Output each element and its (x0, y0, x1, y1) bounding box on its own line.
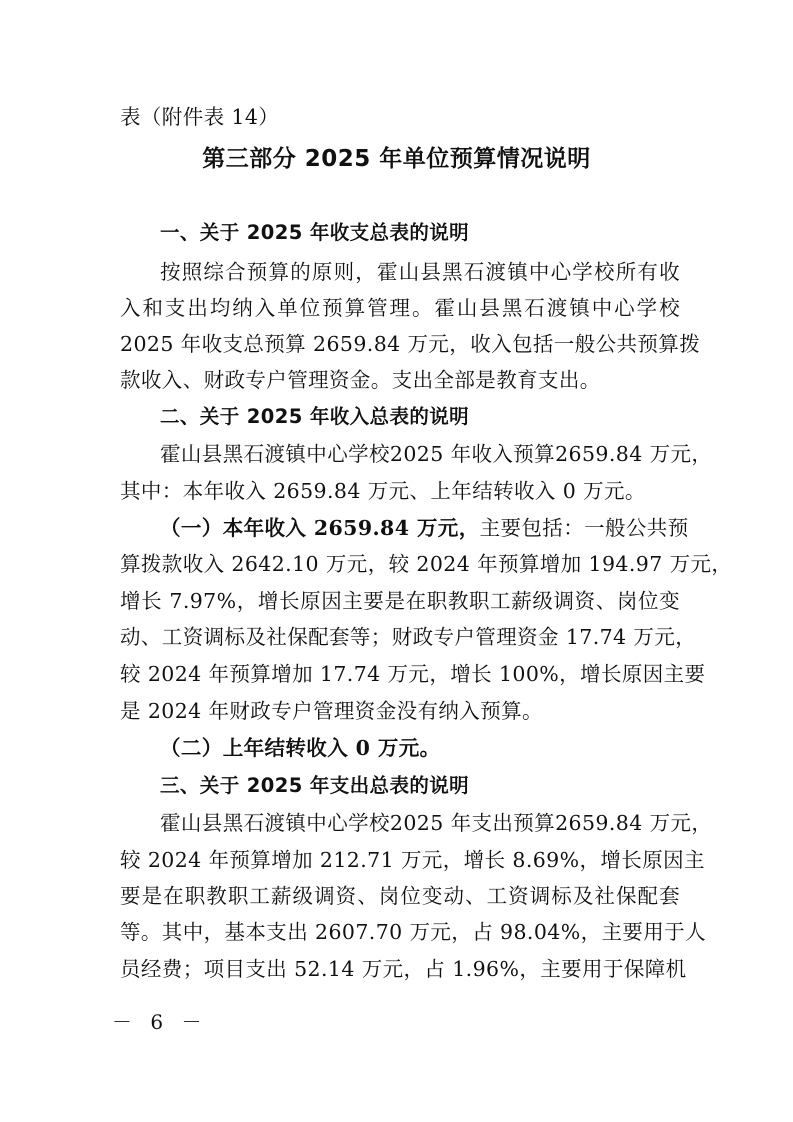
attachment-note: 表（附件表 14） (120, 105, 280, 129)
section3-line: 员经费；项目支出 52.14 万元，占 1.96%，主要用于保障机 (120, 957, 687, 981)
subsection1-line: 动、工资调标及社保配套等；财政专户管理资金 17.74 万元， (120, 625, 697, 649)
subsection1-bold-lead: （一）本年收入 2659.84 万元， (160, 516, 480, 540)
section1-line: 2025 年收支总预算 2659.84 万元，收入包括一般公共预算拨 (120, 332, 701, 356)
section3-heading: 三、关于 2025 年支出总表的说明 (160, 774, 470, 797)
subsection2-text: （二）上年结转收入 0 万元。 (160, 736, 441, 760)
subsection1-lead (160, 514, 689, 542)
subsection1-line: 增长 7.97%，增长原因主要是在职教职工薪级调资、岗位变 (120, 589, 680, 613)
section2-line: 其中：本年收入 2659.84 万元、上年结转收入 0 万元。 (120, 479, 646, 503)
section1-line: 入和支出均纳入单位预算管理。霍山县黑石渡镇中心学校 (120, 296, 680, 320)
page-number: － 6 － (112, 1010, 208, 1034)
section1-line: 款收入、财政专户管理资金。支出全部是教育支出。 (120, 368, 601, 392)
section1-heading: 一、关于 2025 年收支总表的说明 (160, 221, 470, 244)
section3-line: 较 2024 年预算增加 212.71 万元，增长 8.69%，增长原因主 (120, 848, 705, 872)
subsection1-lead-rest: 主要包括：一般公共预 (479, 516, 689, 540)
section2-line: 霍山县黑石渡镇中心学校2025 年收入预算2659.84 万元， (160, 442, 713, 466)
subsection1-line: 是 2024 年财政专户管理资金没有纳入预算。 (120, 699, 543, 723)
section3-line: 霍山县黑石渡镇中心学校2025 年支出预算2659.84 万元， (160, 811, 713, 835)
section1-line: 按照综合预算的原则，霍山县黑石渡镇中心学校所有收 (160, 260, 680, 284)
subsection1-line: 较 2024 年预算增加 17.74 万元，增长 100%，增长原因主要 (120, 662, 706, 686)
subsection1-line: 算拨款收入 2642.10 万元，较 2024 年预算增加 194.97 万元， (120, 552, 733, 576)
section3-line: 要是在职教职工薪级调资、岗位变动、工资调标及社保配套 (120, 884, 680, 908)
section2-heading: 二、关于 2025 年收入总表的说明 (160, 405, 470, 428)
page-title: 第三部分 2025 年单位预算情况说明 (202, 146, 591, 172)
section3-line: 等。其中，基本支出 2607.70 万元，占 98.04%，主要用于人 (120, 920, 706, 944)
